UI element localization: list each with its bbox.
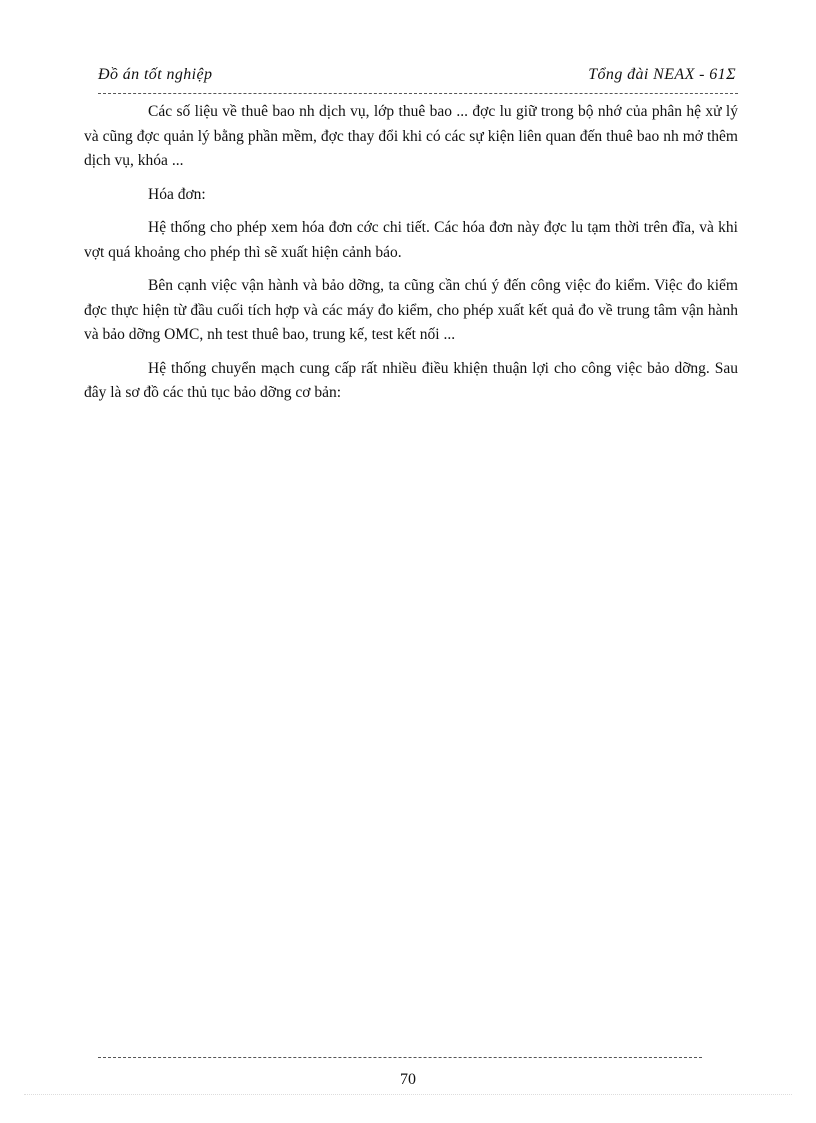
footer-divider bbox=[98, 1057, 702, 1058]
page-header bbox=[98, 64, 736, 92]
paragraph-invoice-detail: Hệ thống cho phép xem hóa đơn cớc chi tiết. Các hóa đơn này đợc lu tạm thời trên đĩa, và khi vợt quá khoảng cho phép thì sẽ xuất hiện cảnh báo. bbox=[84, 219, 738, 261]
header-document-title: Đồ án tốt nghiệp bbox=[98, 66, 213, 83]
paragraph-measurement: Bên cạnh việc vận hành và bảo dỡng, ta cũng cần chú ý đến công việc đo kiểm. Việc đo kiểm đợc thực hiện từ đầu cuối tích hợp và các máy đo kiểm, cho phép xuất kết quả đo về trung tâm vận hành và bảo dỡng OMC, nh test thuê bao, trung kế, test kết nối ... bbox=[84, 277, 738, 343]
page-bottom-edge bbox=[24, 1094, 792, 1095]
page-body bbox=[84, 100, 738, 415]
header-divider bbox=[98, 93, 738, 94]
paragraph-subscriber-data: Các số liệu về thuê bao nh dịch vụ, lớp thuê bao ... đợc lu giữ trong bộ nhớ của phân hệ xử lý và cũng đợc quản lý bằng phần mềm, đợc thay đổi khi có các sự kiện liên quan đến thuê bao nh mở thêm dịch vụ, khóa ... bbox=[84, 103, 738, 169]
paragraph-invoice-heading: Hóa đơn: bbox=[148, 185, 206, 203]
header-chapter-title: Tổng đài NEAX - 61Σ bbox=[588, 66, 736, 83]
page-number: 70 bbox=[400, 1071, 416, 1088]
paragraph-maintenance-intro: Hệ thống chuyển mạch cung cấp rất nhiều điều khiện thuận lợi cho công việc bảo dỡng. Sau đây là sơ đồ các thủ tục bảo dỡng cơ bản: bbox=[84, 359, 738, 401]
